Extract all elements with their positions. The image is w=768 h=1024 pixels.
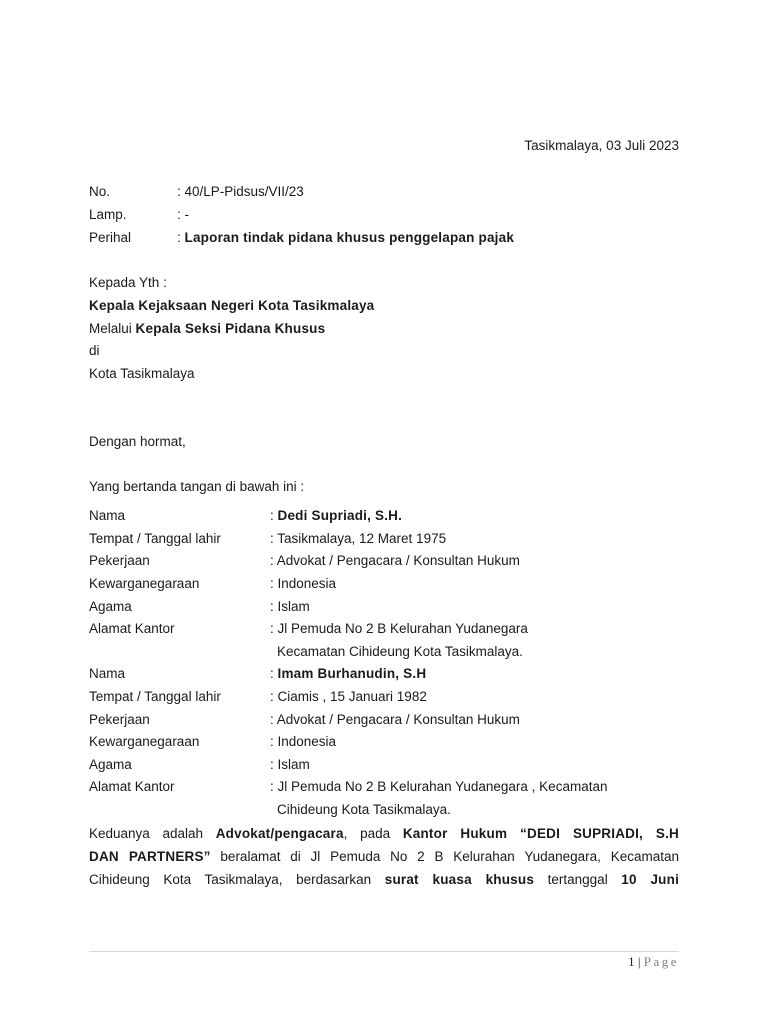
p1-ttl-label: Tempat / Tanggal lahir [89,531,221,546]
paragraph-line [89,868,679,891]
p2-ttl-value: : Ciamis , 15 Januari 1982 [270,689,427,704]
meta-label-lamp: Lamp. [89,207,127,222]
p2-agama-value: : Islam [270,757,310,772]
recipient-di: di [89,343,100,358]
paragraph-bold: 10 Juni [621,872,680,887]
paragraph-line [89,822,679,845]
paragraph-text: , pada [343,826,403,841]
paragraph-bold: Kantor Hukum “DEDI SUPRIADI, S.H [402,826,679,841]
p2-ttl-label: Tempat / Tanggal lahir [89,689,221,704]
p1-nama-text: Dedi Supriadi, S.H. [277,508,403,523]
p2-kerja-value: : Advokat / Pengacara / Konsultan Hukum [270,712,520,727]
page-word: Page [643,954,679,969]
recipient-via-office: Kepala Seksi Pidana Khusus [135,321,326,336]
p2-alamat-value-cont: Cihideung Kota Tasikmalaya. [277,802,451,817]
meta-value-lamp: : - [177,207,189,222]
greeting: Dengan hormat, [89,434,186,449]
meta-colon: : [177,230,185,245]
p1-kerja-label: Pekerjaan [89,553,150,568]
body-paragraph [89,822,679,891]
p1-kerja-value: : Advokat / Pengacara / Konsultan Hukum [270,553,520,568]
p2-nama-text: Imam Burhanudin, S.H [277,666,427,681]
p1-agama-label: Agama [89,599,132,614]
recipient-via [89,320,325,338]
recipient-city: Kota Tasikmalaya [89,366,195,381]
meta-label-no: No. [89,184,111,199]
subject-text: Laporan tindak pidana khusus penggelapan pajak [184,230,515,245]
p1-warga-label: Kewarganegaraan [89,576,200,591]
page-footer [628,954,679,970]
paragraph-text: Keduanya adalah [89,826,216,841]
p2-nama-value [270,665,426,683]
p2-agama-label: Agama [89,757,132,772]
footer-divider [89,951,679,952]
p1-warga-value: : Indonesia [270,576,337,591]
page-separator: | [634,954,644,969]
p1-nama-label: Nama [89,508,126,523]
paragraph-text: tertanggal [534,872,622,887]
p2-nama-colon: : [270,666,278,681]
recipient-via-prefix: Melalui [89,321,136,336]
paragraph-bold: Advokat/pengacara [215,826,344,841]
p1-alamat-value: : Jl Pemuda No 2 B Kelurahan Yudanegara [270,621,528,636]
page-number: 1 [628,954,635,969]
meta-label-perihal: Perihal [89,230,132,245]
p1-nama-value [270,507,402,525]
p1-alamat-label: Alamat Kantor [89,621,175,636]
paragraph-text: beralamat di Jl Pemuda No 2 B Kelurahan Yudanegara, Kecamatan [210,849,679,864]
p2-nama-label: Nama [89,666,126,681]
paragraph-bold: DAN PARTNERS” [89,849,211,864]
p2-warga-value: : Indonesia [270,734,337,749]
p1-nama-colon: : [270,508,278,523]
letter-date: Tasikmalaya, 03 Juli 2023 [524,138,679,153]
paragraph-text: Cihideung Kota Tasikmalaya, berdasarkan [89,872,385,887]
recipient-salutation: Kepada Yth : [89,275,167,290]
p2-kerja-label: Pekerjaan [89,712,150,727]
meta-value-no: : 40/LP-Pidsus/VII/23 [177,184,304,199]
p1-agama-value: : Islam [270,599,310,614]
paragraph-bold: surat kuasa khusus [384,872,535,887]
p2-warga-label: Kewarganegaraan [89,734,200,749]
p2-alamat-value: : Jl Pemuda No 2 B Kelurahan Yudanegara , Kecamatan [270,779,608,794]
p1-ttl-value: : Tasikmalaya, 12 Maret 1975 [270,531,447,546]
meta-value-perihal [177,229,514,247]
paragraph-line [89,845,679,868]
p1-alamat-value-cont: Kecamatan Cihideung Kota Tasikmalaya. [277,644,523,659]
intro-line: Yang bertanda tangan di bawah ini : [89,479,305,494]
recipient-name: Kepala Kejaksaan Negeri Kota Tasikmalaya [89,298,375,313]
p2-alamat-label: Alamat Kantor [89,779,175,794]
